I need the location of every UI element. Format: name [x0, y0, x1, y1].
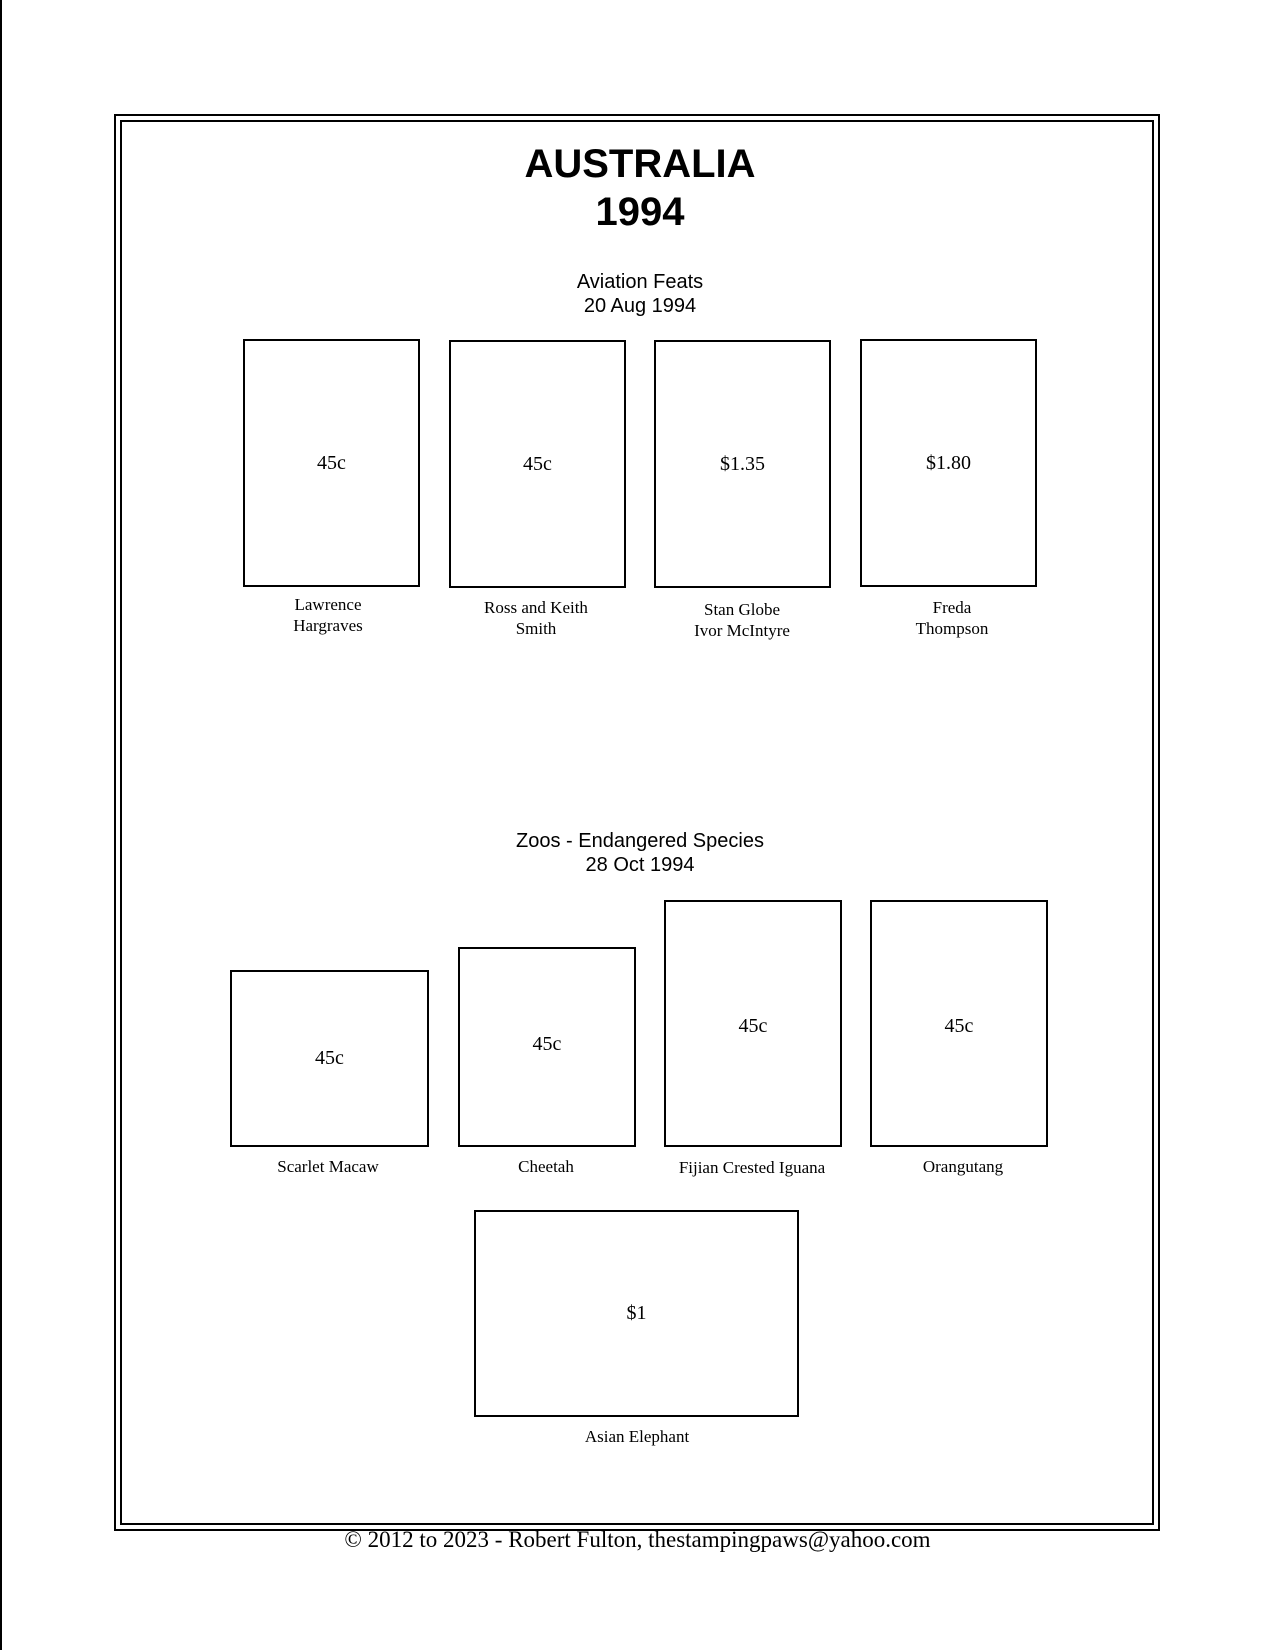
aviation-section-heading: Aviation Feats — [576, 271, 704, 293]
stamp-box-asian-elephant — [474, 1210, 799, 1417]
stamp-caption-lawrence-hargraves — [218, 594, 438, 636]
stamp-caption-fijian-crested-iguana: Fijian Crested Iguana — [678, 1158, 826, 1177]
stamp-value: $1.80 — [926, 451, 971, 474]
zoos-section-date: 28 Oct 1994 — [585, 854, 695, 876]
stamp-caption-stan-globe — [632, 599, 852, 641]
stamp-caption-ross-keith-smith — [426, 597, 646, 639]
stamp-value: 45c — [944, 1015, 974, 1037]
page-edge-rule — [0, 0, 2, 1650]
stamp-caption-scarlet-macaw: Scarlet Macaw — [277, 1157, 379, 1176]
caption-line: Lawrence — [294, 595, 362, 614]
zoos-section-heading: Zoos - Endangered Species — [516, 830, 764, 852]
stamp-box-stan-globe — [654, 340, 831, 588]
page-title-year: 1994 — [595, 190, 685, 234]
caption-line: Thompson — [915, 619, 989, 638]
stamp-box-cheetah — [458, 947, 636, 1147]
stamp-box-orangutang — [870, 900, 1048, 1147]
stamp-value: $1 — [626, 1302, 647, 1324]
caption-line: Stan Globe — [703, 600, 781, 619]
stamp-value: 45c — [738, 1015, 768, 1037]
stamp-box-ross-keith-smith — [449, 340, 626, 588]
caption-line: Ivor McIntyre — [694, 621, 790, 640]
stamp-caption-asian-elephant: Asian Elephant — [584, 1427, 690, 1446]
page-title-country: AUSTRALIA — [524, 142, 756, 186]
stamp-value: 45c — [317, 451, 346, 474]
caption-line: Freda — [932, 598, 972, 617]
stamp-box-scarlet-macaw — [230, 970, 429, 1147]
stamp-caption-cheetah: Cheetah — [518, 1157, 574, 1176]
stamp-caption-orangutang: Orangutang — [922, 1157, 1004, 1176]
copyright-footer: © 2012 to 2023 - Robert Fulton, thestampingpaws@yahoo.com — [344, 1527, 931, 1552]
stamp-box-freda-thompson — [860, 339, 1037, 587]
stamp-value: 45c — [532, 1032, 562, 1055]
caption-line: Ross and Keith — [484, 598, 588, 617]
stamp-value: 45c — [523, 452, 552, 475]
stamp-value: $1.35 — [720, 452, 765, 475]
aviation-section-date: 20 Aug 1994 — [583, 295, 697, 317]
stamp-caption-freda-thompson — [842, 597, 1062, 639]
stamp-box-lawrence-hargraves — [243, 339, 420, 587]
caption-line: Smith — [515, 619, 557, 638]
stamp-value: 45c — [315, 1047, 344, 1069]
stamp-box-fijian-crested-iguana — [664, 900, 842, 1147]
caption-line: Hargraves — [293, 616, 363, 635]
